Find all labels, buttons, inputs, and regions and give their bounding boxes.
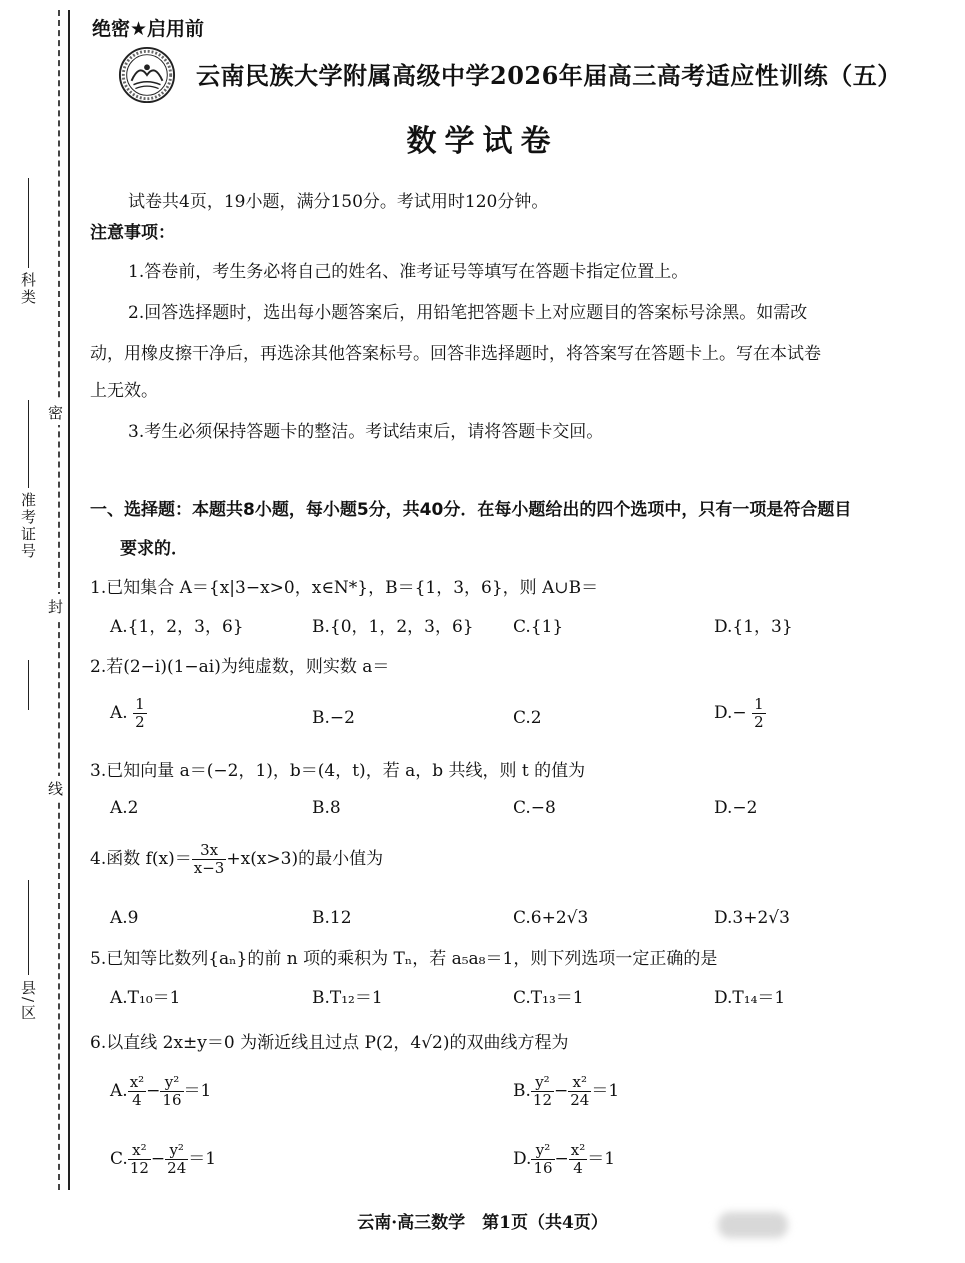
notes-heading: 注意事项： (90, 223, 175, 243)
q5-option-b: B.T₁₂＝1 (312, 988, 383, 1008)
q6-b-frac2 (568, 1074, 591, 1109)
scan-smudge (718, 1212, 788, 1238)
q4-den: x−3 (193, 859, 225, 877)
q5-option-a: A.T₁₀＝1 (110, 988, 181, 1008)
q2-d-num: 1 (754, 695, 764, 713)
q3-option-b: B.8 (312, 798, 341, 818)
subject-title: 数学试卷 (406, 124, 559, 159)
q6-a-label: A. (110, 1081, 128, 1101)
q3-option-a: A.2 (110, 798, 139, 818)
q6-a-n2: y² (160, 1074, 183, 1092)
subject-label: 科类 (19, 272, 37, 306)
note-2-line-2: 动，用橡皮擦干净后，再选涂其他答案标号。回答非选择题时，将答案写在答题卡上。写在本试卷 (90, 344, 821, 364)
q6-a-d1: 4 (132, 1091, 142, 1109)
q2-a-num: 1 (135, 695, 145, 713)
q6-d-eq: ＝1 (587, 1149, 616, 1169)
q6-b-eq: ＝1 (591, 1081, 620, 1101)
q6-a-n1: x² (129, 1073, 145, 1091)
q2-d-den: 2 (754, 713, 764, 731)
q6-b-minus: − (554, 1081, 569, 1101)
q4-option-b: B.12 (312, 908, 352, 928)
q6-b-n1: y² (531, 1074, 554, 1092)
q2-option-b: B.−2 (312, 708, 355, 728)
exam-number-blank-line (28, 400, 29, 488)
q6-a-frac1 (128, 1074, 146, 1109)
q2-a-den: 2 (135, 713, 145, 731)
q6-b-n2: x² (568, 1074, 591, 1092)
note-1: 1.答卷前，考生务必将自己的姓名、准考证号等填写在答题卡指定位置上。 (128, 262, 689, 282)
note-2-line-1: 2.回答选择题时，选出每小题答案后，用铅笔把答题卡上对应题目的答案标号涂黑。如需改 (128, 303, 808, 323)
district-blank-line (28, 880, 29, 975)
seal-word-feng: 封 (48, 594, 63, 619)
q2-option-c: C.2 (513, 708, 542, 728)
q3-option-d: D.−2 (714, 798, 758, 818)
q1-option-b: B.{0，1，2，3，6} (312, 617, 474, 637)
question-4-stem (90, 840, 383, 878)
q6-d-frac2 (569, 1142, 587, 1177)
q6-option-b (513, 1074, 619, 1109)
q2-d-label: D.− (714, 703, 747, 723)
confidential-mark: 绝密★启用前 (92, 18, 205, 40)
q6-d-label: D. (513, 1149, 532, 1169)
question-6-stem: 6.以直线 2x±y＝0 为渐近线且过点 P(2，4√2)的双曲线方程为 (90, 1033, 569, 1053)
q4-stem-post: +x(x>3)的最小值为 (226, 849, 384, 869)
q6-c-n2: y² (165, 1142, 188, 1160)
q6-b-d2: 24 (570, 1091, 590, 1109)
q6-c-frac2 (165, 1142, 188, 1177)
q6-b-d1: 12 (532, 1091, 552, 1109)
district-label: 县/区 (19, 980, 37, 1022)
exam-intro: 试卷共4页，19小题，满分150分。考试用时120分钟。 (128, 192, 549, 212)
school-seal-icon (118, 46, 176, 104)
question-1-stem: 1.已知集合 A＝{x|3−x>0，x∈N*}，B＝{1，3，6}，则 A∪B＝ (90, 578, 599, 598)
section-1-heading: 一、选择题：本题共8小题，每小题5分，共40分．在每小题给出的四个选项中，只有一项是符合题目 (90, 500, 852, 520)
q2-option-a (110, 696, 147, 731)
q2-a-label: A. (110, 703, 128, 723)
q6-d-d1: 16 (533, 1159, 553, 1177)
q6-d-frac1 (531, 1142, 554, 1177)
q6-option-d (513, 1142, 615, 1177)
section-1-heading-cont: 要求的． (120, 539, 188, 559)
question-3-stem: 3.已知向量 a＝(−2，1)，b＝(4，t)，若 a，b 共线，则 t 的值为 (90, 761, 586, 781)
q4-num: 3x (192, 842, 227, 860)
q6-d-minus: − (554, 1149, 569, 1169)
q6-d-n1: y² (531, 1142, 554, 1160)
q3-option-c: C.−8 (513, 798, 556, 818)
q6-c-frac1 (128, 1142, 151, 1177)
exam-title: 云南民族大学附属高级中学2026年届高三高考适应性训练（五） (196, 61, 902, 90)
q6-d-d2: 4 (573, 1159, 583, 1177)
q6-d-n2: x² (570, 1141, 586, 1159)
q6-option-a (110, 1074, 211, 1109)
q6-option-c (110, 1142, 216, 1177)
note-2-line-3: 上无效。 (90, 381, 158, 401)
seal-word-xian: 线 (48, 776, 63, 801)
q2-option-d (714, 696, 766, 731)
name-blank-line (28, 660, 29, 710)
q1-option-d: D.{1，3} (714, 617, 793, 637)
q2-a-fraction (133, 696, 147, 731)
q6-c-d1: 12 (129, 1159, 149, 1177)
q1-option-a: A.{1，2，3，6} (110, 617, 244, 637)
q4-option-c: C.6+2√3 (513, 908, 589, 928)
q6-a-d2: 16 (162, 1091, 182, 1109)
q6-c-label: C. (110, 1149, 128, 1169)
q6-a-eq: ＝1 (183, 1081, 212, 1101)
q4-option-d: D.3+2√3 (714, 908, 790, 928)
question-5-stem: 5.已知等比数列{aₙ}的前 n 项的乘积为 Tₙ，若 a₅a₈＝1，则下列选项一定正确的是 (90, 949, 718, 969)
q5-option-d: D.T₁₄＝1 (714, 988, 786, 1008)
seal-word-mi: 密 (48, 400, 63, 425)
q6-c-eq: ＝1 (188, 1149, 217, 1169)
subject-blank-line (28, 178, 29, 268)
q6-b-frac1 (531, 1074, 554, 1109)
q1-option-c: C.{1} (513, 617, 564, 637)
q4-fraction (192, 842, 227, 877)
binding-margin (0, 0, 80, 1263)
q6-b-label: B. (513, 1081, 531, 1101)
q6-c-n1: x² (128, 1142, 151, 1160)
q4-option-a: A.9 (110, 908, 139, 928)
page-footer: 云南·高三数学 第1页（共4页） (357, 1213, 608, 1233)
q5-option-c: C.T₁₃＝1 (513, 988, 584, 1008)
q2-d-fraction (752, 696, 766, 731)
exam-number-label: 准考证号 (19, 492, 37, 560)
q6-a-frac2 (160, 1074, 183, 1109)
q6-a-minus: − (146, 1081, 161, 1101)
q6-c-minus: − (150, 1149, 166, 1169)
margin-rule (68, 10, 70, 1190)
question-2-stem: 2.若(2−i)(1−ai)为纯虚数，则实数 a＝ (90, 657, 390, 677)
q6-c-d2: 24 (167, 1159, 187, 1177)
note-3: 3.考生必须保持答题卡的整洁。考试结束后，请将答题卡交回。 (128, 422, 604, 442)
q4-stem-pre: 4.函数 f(x)＝ (90, 849, 192, 869)
